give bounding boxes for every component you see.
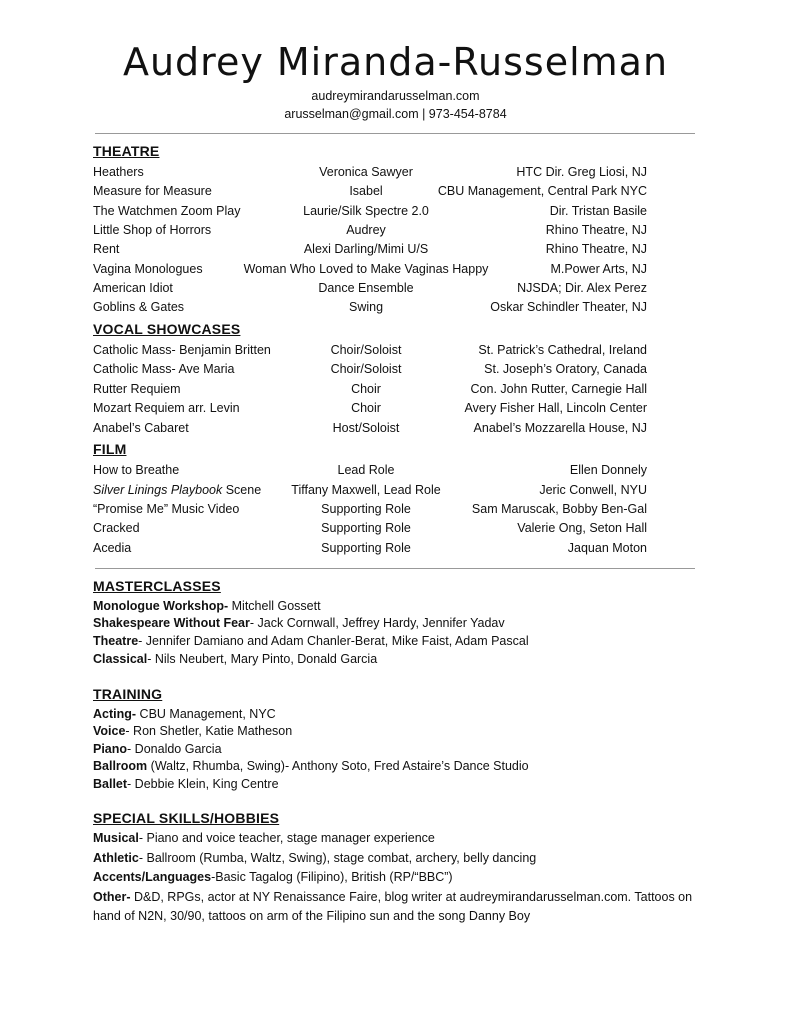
credit-row	[93, 502, 653, 521]
entry-text: - Debbie Klein, King Centre	[127, 777, 279, 791]
resume-name: Audrey Miranda-Russelman	[122, 40, 669, 84]
credit-show: Catholic Mass- Benjamin Britten	[93, 343, 271, 357]
skill-entry	[93, 849, 693, 868]
credit-show: Rent	[93, 242, 120, 256]
credit-role: Veronica Sawyer	[319, 165, 413, 179]
entry-label: Piano	[93, 742, 128, 756]
credit-venue: Jeric Conwell, NYU	[539, 483, 647, 497]
entry-text: (Waltz, Rhumba, Swing)- Anthony Soto, Fred Astaire’s Dance Studio	[147, 759, 529, 773]
skill-entry	[93, 868, 693, 887]
entry-label: Athletic	[93, 851, 139, 865]
credit-row	[93, 204, 653, 223]
entry-text: - Ron Shetler, Katie Matheson	[125, 724, 293, 738]
website: audreymirandarusselman.com	[311, 89, 480, 103]
divider	[95, 568, 695, 569]
entry-text: - Ballroom (Rumba, Waltz, Swing), stage combat, archery, belly dancing	[138, 851, 537, 865]
credit-role: Tiffany Maxwell, Lead Role	[291, 483, 441, 497]
credit-row	[93, 521, 653, 540]
entry-label: Ballroom	[93, 759, 148, 773]
section-title-vocal: VOCAL SHOWCASES	[93, 321, 241, 337]
entry-text: - Nils Neubert, Mary Pinto, Donald Garcia	[147, 652, 378, 666]
credit-role: Laurie/Silk Spectre 2.0	[303, 204, 429, 218]
credit-show: “Promise Me” Music Video	[93, 502, 240, 516]
entry-label: Ballet	[93, 777, 128, 791]
training-entry	[93, 757, 693, 776]
masterclass-entry	[93, 632, 693, 651]
credit-venue: M.Power Arts, NJ	[550, 262, 647, 276]
credit-show: Vagina Monologues	[93, 262, 203, 276]
credit-row	[93, 463, 653, 482]
credit-role: Supporting Role	[321, 502, 411, 516]
credit-venue: Valerie Ong, Seton Hall	[517, 521, 647, 535]
credit-venue: Jaquan Moton	[567, 541, 647, 555]
entry-text: -Basic Tagalog (Filipino), British (RP/“BBC”)	[211, 870, 453, 884]
credit-venue: Con. John Rutter, Carnegie Hall	[470, 382, 647, 396]
credit-role: Woman Who Loved to Make Vaginas Happy	[243, 262, 489, 276]
credit-role: Supporting Role	[321, 541, 411, 555]
credit-row	[93, 401, 653, 420]
credit-venue: Rhino Theatre, NJ	[545, 223, 647, 237]
skill-entry	[93, 888, 693, 926]
entry-text: - Piano and voice teacher, stage manager experience	[138, 831, 435, 845]
credit-venue: Anabel’s Mozzarella House, NJ	[473, 421, 647, 435]
credit-role: Dance Ensemble	[318, 281, 414, 295]
entry-label: Monologue Workshop-	[93, 599, 229, 613]
entry-label: Classical	[93, 652, 148, 666]
credit-venue: St. Joseph’s Oratory, Canada	[484, 362, 647, 376]
credit-show: Goblins & Gates	[93, 300, 185, 314]
section-title-training: TRAINING	[93, 686, 163, 702]
credit-row	[93, 343, 653, 362]
entry-label: Theatre	[93, 634, 139, 648]
credit-role: Choir	[351, 401, 381, 415]
credit-venue: Sam Maruscak, Bobby Ben-Gal	[471, 502, 647, 516]
credit-row	[93, 483, 653, 502]
credit-role: Audrey	[346, 223, 386, 237]
credit-show: Rutter Requiem	[93, 382, 181, 396]
credit-row	[93, 223, 653, 242]
section-title-theatre: THEATRE	[93, 143, 160, 159]
credit-venue: NJSDA; Dir. Alex Perez	[517, 281, 647, 295]
credit-role: Lead Role	[337, 463, 395, 477]
credit-show-rest: Scene	[222, 483, 262, 497]
credit-role: Choir/Soloist	[330, 343, 402, 357]
entry-label: Shakespeare Without Fear	[93, 616, 250, 630]
credit-venue: St. Patrick’s Cathedral, Ireland	[478, 343, 647, 357]
entry-label: Acting-	[93, 707, 137, 721]
credit-role: Alexi Darling/Mimi U/S	[303, 242, 429, 256]
credit-venue: CBU Management, Central Park NYC	[437, 184, 647, 198]
entry-text: - Jennifer Damiano and Adam Chanler-Berat, Mike Faist, Adam Pascal	[138, 634, 529, 648]
credit-row	[93, 281, 653, 300]
credit-row	[93, 421, 653, 440]
credit-venue: Avery Fisher Hall, Lincoln Center	[464, 401, 647, 415]
credit-venue: Dir. Tristan Basile	[549, 204, 647, 218]
credit-show-italic: Silver Linings Playbook	[93, 483, 223, 497]
credit-role: Choir/Soloist	[330, 362, 402, 376]
credit-show: Anabel’s Cabaret	[93, 421, 189, 435]
credit-venue: Rhino Theatre, NJ	[545, 242, 647, 256]
entry-text: Mitchell Gossett	[228, 599, 321, 613]
credit-show: Mozart Requiem arr. Levin	[93, 401, 240, 415]
entry-label: Voice	[93, 724, 126, 738]
credit-show	[93, 483, 261, 497]
credit-row	[93, 262, 653, 281]
credit-show: The Watchmen Zoom Play	[93, 204, 241, 218]
divider	[95, 133, 695, 134]
entry-text: D&D, RPGs, actor at NY Renaissance Faire, blog writer at audreymirandarusselman.com. Tattoos on hand of N2N, 30/90, tattoos on arm of the Filipino sun and the song Danny Boy	[93, 890, 693, 923]
masterclass-entry	[93, 614, 693, 633]
credit-show: Heathers	[93, 165, 144, 179]
entry-label: Other-	[93, 890, 131, 904]
section-title-film: FILM	[93, 441, 127, 457]
credit-row	[93, 362, 653, 381]
credit-role: Isabel	[349, 184, 383, 198]
credit-row	[93, 184, 653, 203]
credit-show: American Idiot	[93, 281, 173, 295]
credit-venue: HTC Dir. Greg Liosi, NJ	[516, 165, 647, 179]
credit-row	[93, 300, 653, 319]
credit-show: Catholic Mass- Ave Maria	[93, 362, 235, 376]
credit-role: Supporting Role	[321, 521, 411, 535]
credit-show: Cracked	[93, 521, 140, 535]
credit-venue: Ellen Donnely	[569, 463, 647, 477]
training-entry	[93, 775, 693, 794]
credit-show: Measure for Measure	[93, 184, 212, 198]
entry-text: - Jack Cornwall, Jeffrey Hardy, Jennifer Yadav	[249, 616, 505, 630]
entry-text: - Donaldo Garcia	[127, 742, 222, 756]
credit-row	[93, 165, 653, 184]
training-entry	[93, 722, 693, 741]
entry-label: Accents/Languages	[93, 870, 212, 884]
masterclass-entry	[93, 650, 693, 669]
credit-row	[93, 242, 653, 261]
credit-show: Little Shop of Horrors	[93, 223, 212, 237]
credit-show: Acedia	[93, 541, 132, 555]
credit-role: Host/Soloist	[332, 421, 400, 435]
credit-row	[93, 541, 653, 560]
credit-row	[93, 382, 653, 401]
section-title-skills: SPECIAL SKILLS/HOBBIES	[93, 810, 280, 826]
entry-text: CBU Management, NYC	[136, 707, 276, 721]
credit-venue: Oskar Schindler Theater, NJ	[490, 300, 647, 314]
credit-role: Choir	[351, 382, 381, 396]
credit-show: How to Breathe	[93, 463, 180, 477]
skill-entry	[93, 829, 693, 848]
contact-line: arusselman@gmail.com | 973-454-8784	[284, 107, 507, 121]
section-title-masterclasses: MASTERCLASSES	[93, 578, 221, 594]
entry-label: Musical	[93, 831, 139, 845]
credit-role: Swing	[348, 300, 384, 314]
